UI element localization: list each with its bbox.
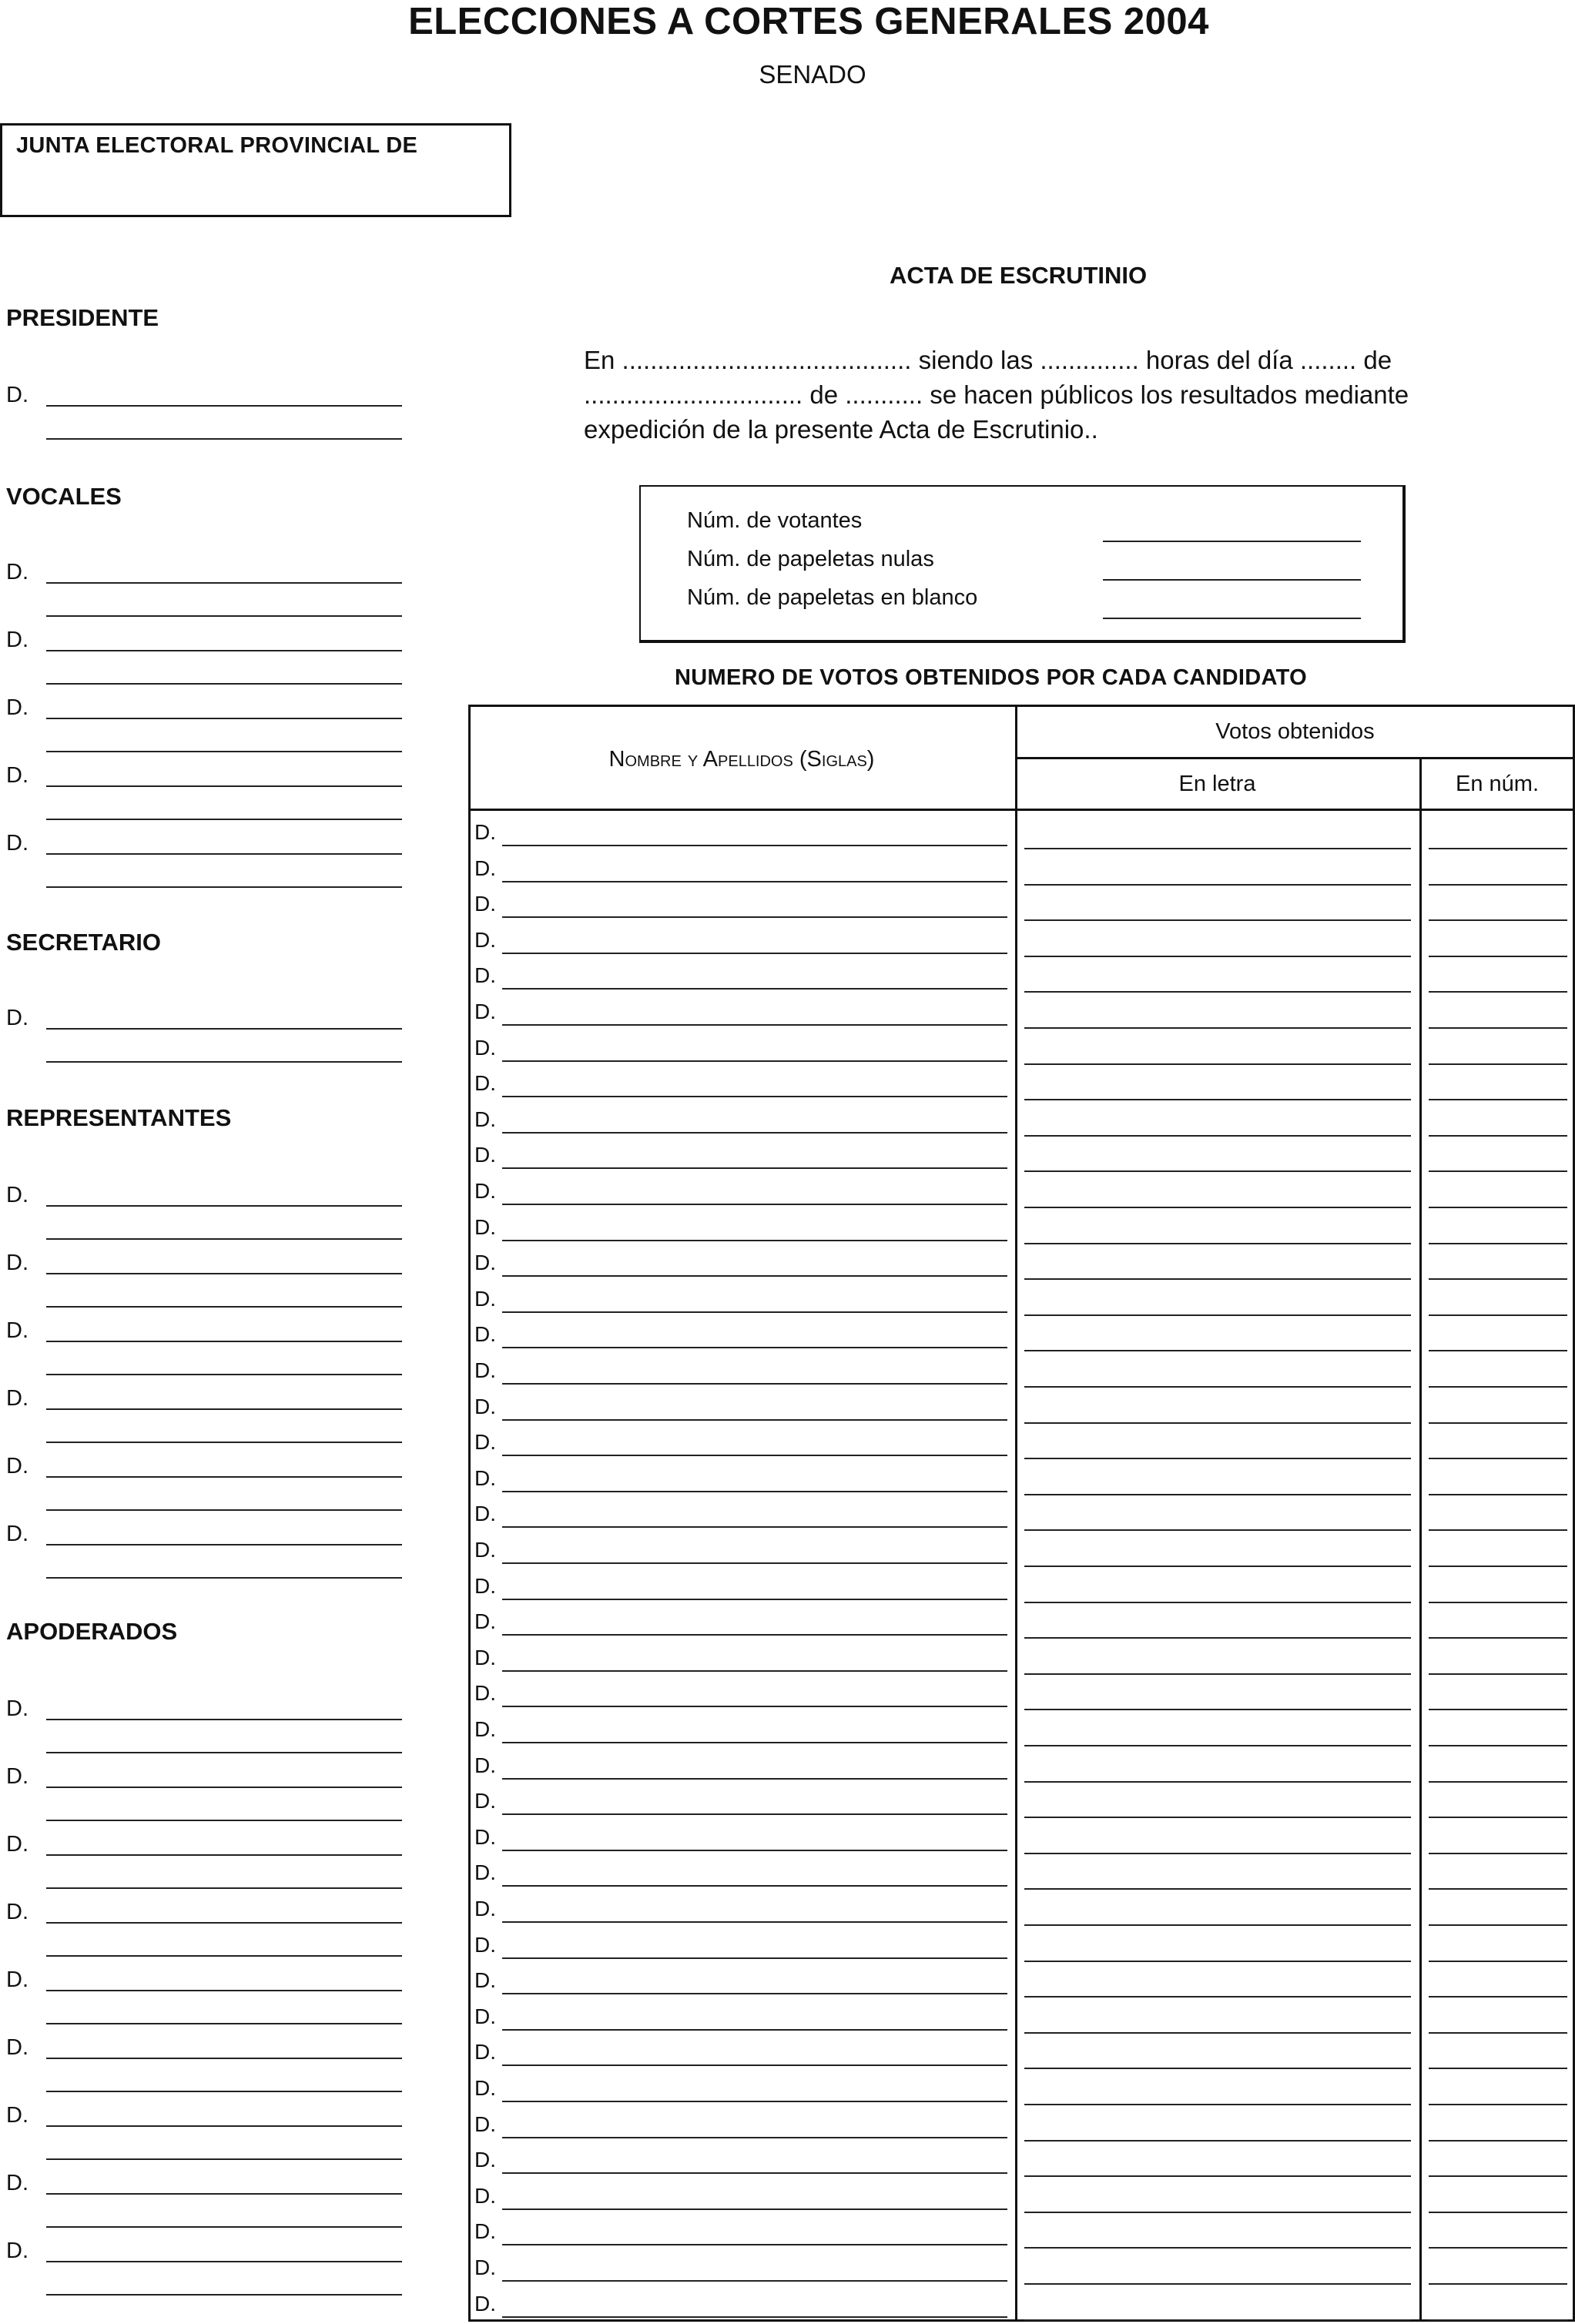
votes-num-field[interactable] xyxy=(1429,2283,1567,2285)
candidate-row-prefix: D. xyxy=(474,1071,496,1095)
candidate-name-field[interactable] xyxy=(502,2172,1007,2174)
votes-letra-field[interactable] xyxy=(1024,1422,1411,1424)
candidate-name-field[interactable] xyxy=(502,1060,1007,1062)
apoderados-name-field[interactable] xyxy=(46,1787,402,1788)
candidate-row-prefix: D. xyxy=(474,1646,496,1669)
section-title-secretario: SECRETARIO xyxy=(6,929,161,956)
candidate-name-field[interactable] xyxy=(502,2137,1007,2138)
candidate-name-field[interactable] xyxy=(502,988,1007,990)
candidate-row-prefix: D. xyxy=(474,1000,496,1023)
candidate-name-field[interactable] xyxy=(502,2244,1007,2245)
representantes-name-field-continued[interactable] xyxy=(46,1238,402,1240)
section-title-apoderados: APODERADOS xyxy=(6,1618,178,1645)
votes-letra-field[interactable] xyxy=(1024,1494,1411,1495)
votes-num-field[interactable] xyxy=(1429,1709,1567,1710)
page-subtitle: SENADO xyxy=(759,60,866,89)
votes-letra-field[interactable] xyxy=(1024,1386,1411,1388)
candidate-name-field[interactable] xyxy=(502,1562,1007,1564)
candidate-name-field[interactable] xyxy=(502,1024,1007,1026)
col-header-name: Nombre y Apellidos (Siglas) xyxy=(608,747,875,772)
candidate-name-field[interactable] xyxy=(502,2280,1007,2282)
votes-num-field[interactable] xyxy=(1429,1996,1567,1998)
member-prefix: D. xyxy=(6,1183,28,1207)
candidate-name-field[interactable] xyxy=(502,953,1007,954)
votes-num-field[interactable] xyxy=(1429,2068,1567,2069)
counts-box xyxy=(639,485,1406,643)
vocales-name-field-continued[interactable] xyxy=(46,751,402,752)
vocales-name-field-continued[interactable] xyxy=(46,615,402,617)
candidate-row-prefix: D. xyxy=(474,928,496,952)
votes-table xyxy=(468,705,1575,2322)
vocales-name-field-continued[interactable] xyxy=(46,683,402,685)
candidate-name-field[interactable] xyxy=(502,1383,1007,1385)
candidate-row-prefix: D. xyxy=(474,1430,496,1454)
vocales-name-field[interactable] xyxy=(46,718,402,719)
votes-letra-field[interactable] xyxy=(1024,1529,1411,1531)
section-title-representantes: REPRESENTANTES xyxy=(6,1104,232,1131)
votes-num-field[interactable] xyxy=(1429,991,1567,993)
votes-num-field[interactable] xyxy=(1429,1386,1567,1388)
member-prefix: D. xyxy=(6,1386,28,1411)
votes-letra-field[interactable] xyxy=(1024,2140,1411,2141)
candidate-row-prefix: D. xyxy=(474,2004,496,2028)
secretario-name-field[interactable] xyxy=(46,1028,402,1030)
votes-letra-field[interactable] xyxy=(1024,1817,1411,1818)
candidate-row-prefix: D. xyxy=(474,2040,496,2064)
candidate-name-field[interactable] xyxy=(502,1706,1007,1707)
candidate-row-prefix: D. xyxy=(474,1287,496,1311)
votes-num-field[interactable] xyxy=(1429,1529,1567,1531)
candidate-row-prefix: D. xyxy=(474,1358,496,1382)
votes-num-field[interactable] xyxy=(1429,1745,1567,1746)
votes-num-field[interactable] xyxy=(1429,1314,1567,1316)
votes-num-field[interactable] xyxy=(1429,1781,1567,1783)
candidate-name-field[interactable] xyxy=(502,1921,1007,1923)
apoderados-name-field[interactable] xyxy=(46,1719,402,1720)
table-divider-num xyxy=(1419,758,1422,2322)
apoderados-name-field[interactable] xyxy=(46,2058,402,2059)
candidate-name-field[interactable] xyxy=(502,2029,1007,2031)
col-header-num: En núm. xyxy=(1456,772,1539,796)
member-prefix: D. xyxy=(6,1006,28,1030)
member-prefix: D. xyxy=(6,1251,28,1275)
apoderados-name-field-continued[interactable] xyxy=(46,2226,402,2228)
votes-num-field[interactable] xyxy=(1429,1063,1567,1065)
candidate-row-prefix: D. xyxy=(474,2292,496,2316)
votes-letra-field[interactable] xyxy=(1024,1207,1411,1208)
candidate-name-field[interactable] xyxy=(502,2101,1007,2102)
candidate-name-field[interactable] xyxy=(502,1778,1007,1780)
candidate-row-prefix: D. xyxy=(474,2184,496,2208)
table-divider-letra xyxy=(1015,705,1017,2322)
acta-paragraph xyxy=(584,343,1571,447)
votes-letra-field[interactable] xyxy=(1024,1170,1411,1172)
representantes-name-field-continued[interactable] xyxy=(46,1306,402,1308)
votes-letra-field[interactable] xyxy=(1024,2175,1411,2177)
section-title-presidente: PRESIDENTE xyxy=(6,304,159,331)
candidate-name-field[interactable] xyxy=(502,1096,1007,1097)
apoderados-name-field[interactable] xyxy=(46,2125,402,2127)
member-prefix: D. xyxy=(6,1318,28,1343)
votes-letra-field[interactable] xyxy=(1024,1888,1411,1890)
candidate-row-prefix: D. xyxy=(474,1538,496,1562)
votes-num-field[interactable] xyxy=(1429,2032,1567,2034)
candidate-row-prefix: D. xyxy=(474,1251,496,1274)
votes-letra-field[interactable] xyxy=(1024,848,1411,849)
votes-letra-field[interactable] xyxy=(1024,2032,1411,2034)
votes-num-field[interactable] xyxy=(1429,1961,1567,1962)
member-prefix: D. xyxy=(6,1967,28,1992)
candidate-row-prefix: D. xyxy=(474,1179,496,1203)
blanco-field[interactable] xyxy=(1103,618,1361,619)
representantes-name-field[interactable] xyxy=(46,1544,402,1545)
candidate-row-prefix: D. xyxy=(474,1825,496,1849)
member-prefix: D. xyxy=(6,628,28,652)
votes-num-field[interactable] xyxy=(1429,1566,1567,1567)
candidate-row-prefix: D. xyxy=(474,1215,496,1239)
apoderados-name-field-continued[interactable] xyxy=(46,1752,402,1753)
votes-letra-field[interactable] xyxy=(1024,1314,1411,1316)
votes-letra-field[interactable] xyxy=(1024,956,1411,957)
candidate-row-prefix: D. xyxy=(474,1395,496,1418)
candidate-row-prefix: D. xyxy=(474,2219,496,2243)
votantes-field[interactable] xyxy=(1103,541,1361,542)
votes-letra-field[interactable] xyxy=(1024,1853,1411,1854)
votes-letra-field[interactable] xyxy=(1024,1924,1411,1926)
col-header-votos: Votos obtenidos xyxy=(1215,719,1375,744)
vocales-name-field[interactable] xyxy=(46,785,402,787)
votes-num-field[interactable] xyxy=(1429,1243,1567,1244)
representantes-name-field[interactable] xyxy=(46,1273,402,1274)
votes-letra-field[interactable] xyxy=(1024,1063,1411,1065)
candidate-name-field[interactable] xyxy=(502,845,1007,846)
vocales-name-field-continued[interactable] xyxy=(46,819,402,820)
apoderados-name-field[interactable] xyxy=(46,1990,402,1991)
candidate-row-prefix: D. xyxy=(474,1933,496,1957)
votes-num-field[interactable] xyxy=(1429,2212,1567,2213)
candidate-row-prefix: D. xyxy=(474,1717,496,1741)
presidente-name-field-continued[interactable] xyxy=(46,438,402,440)
junta-electoral-label: JUNTA ELECTORAL PROVINCIAL DE xyxy=(16,133,418,158)
votes-letra-field[interactable] xyxy=(1024,1673,1411,1675)
member-prefix: D. xyxy=(6,695,28,720)
votes-num-field[interactable] xyxy=(1429,1027,1567,1029)
candidate-name-field[interactable] xyxy=(502,2316,1007,2318)
member-prefix: D. xyxy=(6,2171,28,2195)
votes-num-field[interactable] xyxy=(1429,2140,1567,2141)
apoderados-name-field[interactable] xyxy=(46,1922,402,1924)
apoderados-name-field-continued[interactable] xyxy=(46,2091,402,2092)
candidate-name-field[interactable] xyxy=(502,1670,1007,1672)
votes-num-field[interactable] xyxy=(1429,1170,1567,1172)
votes-letra-field[interactable] xyxy=(1024,991,1411,993)
candidate-name-field[interactable] xyxy=(502,1455,1007,1456)
votes-letra-field[interactable] xyxy=(1024,1996,1411,1998)
votes-num-field[interactable] xyxy=(1429,1673,1567,1675)
presidente-name-field[interactable] xyxy=(46,405,402,407)
candidate-name-field[interactable] xyxy=(502,2064,1007,2066)
vocales-name-field[interactable] xyxy=(46,853,402,855)
candidate-name-field[interactable] xyxy=(502,1240,1007,1241)
page-title: ELECCIONES A CORTES GENERALES 2004 xyxy=(408,1,1209,42)
candidate-name-field[interactable] xyxy=(502,1634,1007,1636)
candidate-name-field[interactable] xyxy=(502,1813,1007,1815)
representantes-name-field-continued[interactable] xyxy=(46,1442,402,1443)
votes-num-field[interactable] xyxy=(1429,1602,1567,1603)
apoderados-name-field[interactable] xyxy=(46,2261,402,2262)
apoderados-name-field-continued[interactable] xyxy=(46,1955,402,1957)
acta-line-2: ............................... de ........... se hacen públicos los resultados mediante xyxy=(584,380,1409,409)
votes-num-field[interactable] xyxy=(1429,1458,1567,1459)
candidate-name-field[interactable] xyxy=(502,1526,1007,1528)
candidate-row-prefix: D. xyxy=(474,892,496,916)
member-prefix: D. xyxy=(6,383,28,407)
votes-table-title: NUMERO DE VOTOS OBTENIDOS POR CADA CANDIDATO xyxy=(675,665,1307,690)
votes-num-field[interactable] xyxy=(1429,1350,1567,1351)
candidate-row-prefix: D. xyxy=(474,1789,496,1813)
votes-num-field[interactable] xyxy=(1429,1135,1567,1137)
representantes-name-field-continued[interactable] xyxy=(46,1577,402,1579)
member-prefix: D. xyxy=(6,1696,28,1721)
votes-num-field[interactable] xyxy=(1429,2175,1567,2177)
member-prefix: D. xyxy=(6,763,28,788)
candidate-row-prefix: D. xyxy=(474,2112,496,2136)
votes-num-field[interactable] xyxy=(1429,2104,1567,2105)
votes-num-field[interactable] xyxy=(1429,1099,1567,1100)
vocales-name-field[interactable] xyxy=(46,582,402,584)
junta-electoral-box xyxy=(0,123,511,217)
votes-letra-field[interactable] xyxy=(1024,1099,1411,1100)
candidate-row-prefix: D. xyxy=(474,1753,496,1777)
candidate-row-prefix: D. xyxy=(474,1681,496,1705)
votes-num-field[interactable] xyxy=(1429,848,1567,849)
member-prefix: D. xyxy=(6,1454,28,1478)
candidate-name-field[interactable] xyxy=(502,1419,1007,1421)
member-prefix: D. xyxy=(6,2103,28,2128)
header-subdivider xyxy=(1015,757,1575,759)
blanco-label: Núm. de papeletas en blanco xyxy=(687,585,978,610)
votes-num-field[interactable] xyxy=(1429,956,1567,957)
apoderados-name-field-continued[interactable] xyxy=(46,2294,402,2296)
candidate-name-field[interactable] xyxy=(502,1167,1007,1169)
apoderados-name-field-continued[interactable] xyxy=(46,2023,402,2024)
votes-letra-field[interactable] xyxy=(1024,1745,1411,1746)
acta-title: ACTA DE ESCRUTINIO xyxy=(890,262,1148,289)
candidate-name-field[interactable] xyxy=(502,1347,1007,1348)
votes-num-field[interactable] xyxy=(1429,1207,1567,1208)
votes-num-field[interactable] xyxy=(1429,1924,1567,1926)
vocales-name-field-continued[interactable] xyxy=(46,886,402,888)
votes-letra-field[interactable] xyxy=(1024,2212,1411,2213)
col-header-letra: En letra xyxy=(1178,772,1256,796)
member-prefix: D. xyxy=(6,1522,28,1546)
votes-num-field[interactable] xyxy=(1429,1817,1567,1818)
votes-num-field[interactable] xyxy=(1429,2319,1567,2321)
apoderados-name-field[interactable] xyxy=(46,2193,402,2195)
representantes-name-field-continued[interactable] xyxy=(46,1509,402,1511)
votes-num-field[interactable] xyxy=(1429,919,1567,921)
section-title-vocales: VOCALES xyxy=(6,483,122,510)
representantes-name-field[interactable] xyxy=(46,1341,402,1342)
candidate-row-prefix: D. xyxy=(474,1860,496,1884)
candidate-row-prefix: D. xyxy=(474,1968,496,1992)
votes-num-field[interactable] xyxy=(1429,2247,1567,2249)
votes-letra-field[interactable] xyxy=(1024,884,1411,886)
apoderados-name-field-continued[interactable] xyxy=(46,1887,402,1889)
votes-num-field[interactable] xyxy=(1429,1422,1567,1424)
votes-num-field[interactable] xyxy=(1429,1853,1567,1854)
acta-line-1: En ......................................... siendo las .............. horas del día ........ de xyxy=(584,346,1392,374)
candidate-row-prefix: D. xyxy=(474,2255,496,2279)
vocales-name-field[interactable] xyxy=(46,650,402,651)
votes-num-field[interactable] xyxy=(1429,1637,1567,1639)
candidate-row-prefix: D. xyxy=(474,1143,496,1167)
votantes-label: Núm. de votantes xyxy=(687,508,863,533)
votes-letra-field[interactable] xyxy=(1024,1961,1411,1962)
member-prefix: D. xyxy=(6,1900,28,1924)
votes-num-field[interactable] xyxy=(1429,1278,1567,1280)
candidate-row-prefix: D. xyxy=(474,1466,496,1490)
votes-letra-field[interactable] xyxy=(1024,1709,1411,1710)
votes-letra-field[interactable] xyxy=(1024,1278,1411,1280)
votes-letra-field[interactable] xyxy=(1024,1243,1411,1244)
votes-letra-field[interactable] xyxy=(1024,1637,1411,1639)
representantes-name-field-continued[interactable] xyxy=(46,1374,402,1375)
nulas-field[interactable] xyxy=(1103,579,1361,581)
candidate-name-field[interactable] xyxy=(502,1491,1007,1492)
votes-letra-field[interactable] xyxy=(1024,1027,1411,1029)
candidate-row-prefix: D. xyxy=(474,963,496,987)
apoderados-name-field-continued[interactable] xyxy=(46,2158,402,2160)
candidate-row-prefix: D. xyxy=(474,820,496,844)
member-prefix: D. xyxy=(6,1764,28,1789)
candidate-name-field[interactable] xyxy=(502,1311,1007,1313)
votes-letra-field[interactable] xyxy=(1024,1781,1411,1783)
votes-letra-field[interactable] xyxy=(1024,2283,1411,2285)
votes-letra-field[interactable] xyxy=(1024,2319,1411,2321)
apoderados-name-field-continued[interactable] xyxy=(46,1820,402,1821)
secretario-name-field-continued[interactable] xyxy=(46,1061,402,1063)
member-prefix: D. xyxy=(6,831,28,856)
candidate-name-field[interactable] xyxy=(502,1742,1007,1743)
representantes-name-field[interactable] xyxy=(46,1408,402,1410)
votes-letra-field[interactable] xyxy=(1024,919,1411,921)
candidate-row-prefix: D. xyxy=(474,1322,496,1346)
votes-letra-field[interactable] xyxy=(1024,1458,1411,1459)
candidate-name-field[interactable] xyxy=(502,1993,1007,1994)
apoderados-name-field[interactable] xyxy=(46,1854,402,1856)
candidate-name-field[interactable] xyxy=(502,1599,1007,1600)
candidate-row-prefix: D. xyxy=(474,1574,496,1598)
representantes-name-field[interactable] xyxy=(46,1205,402,1207)
candidate-row-prefix: D. xyxy=(474,1897,496,1920)
acta-line-3: expedición de la presente Acta de Escrutinio.. xyxy=(584,415,1098,444)
votes-letra-field[interactable] xyxy=(1024,2068,1411,2069)
votes-letra-field[interactable] xyxy=(1024,2247,1411,2249)
nulas-label: Núm. de papeletas nulas xyxy=(687,547,934,571)
votes-letra-field[interactable] xyxy=(1024,1602,1411,1603)
candidate-name-field[interactable] xyxy=(502,881,1007,882)
candidate-name-field[interactable] xyxy=(502,1850,1007,1851)
header-bottom-rule xyxy=(468,809,1575,811)
candidate-row-prefix: D. xyxy=(474,1036,496,1060)
votes-letra-field[interactable] xyxy=(1024,1566,1411,1567)
member-prefix: D. xyxy=(6,2239,28,2263)
candidate-row-prefix: D. xyxy=(474,856,496,880)
votes-letra-field[interactable] xyxy=(1024,1350,1411,1351)
candidate-row-prefix: D. xyxy=(474,2148,496,2172)
candidate-name-field[interactable] xyxy=(502,1885,1007,1887)
candidate-row-prefix: D. xyxy=(474,1107,496,1131)
member-prefix: D. xyxy=(6,2035,28,2060)
candidate-row-prefix: D. xyxy=(474,2076,496,2100)
candidate-row-prefix: D. xyxy=(474,1609,496,1633)
candidate-name-field[interactable] xyxy=(502,1204,1007,1205)
votes-num-field[interactable] xyxy=(1429,1888,1567,1890)
candidate-name-field[interactable] xyxy=(502,916,1007,918)
member-prefix: D. xyxy=(6,1832,28,1857)
member-prefix: D. xyxy=(6,560,28,584)
votes-letra-field[interactable] xyxy=(1024,2104,1411,2105)
votes-num-field[interactable] xyxy=(1429,884,1567,886)
candidate-name-field[interactable] xyxy=(502,1275,1007,1277)
candidate-name-field[interactable] xyxy=(502,2208,1007,2210)
representantes-name-field[interactable] xyxy=(46,1476,402,1478)
votes-num-field[interactable] xyxy=(1429,1494,1567,1495)
candidate-name-field[interactable] xyxy=(502,1132,1007,1134)
candidate-name-field[interactable] xyxy=(502,1957,1007,1959)
votes-letra-field[interactable] xyxy=(1024,1135,1411,1137)
candidate-row-prefix: D. xyxy=(474,1502,496,1525)
